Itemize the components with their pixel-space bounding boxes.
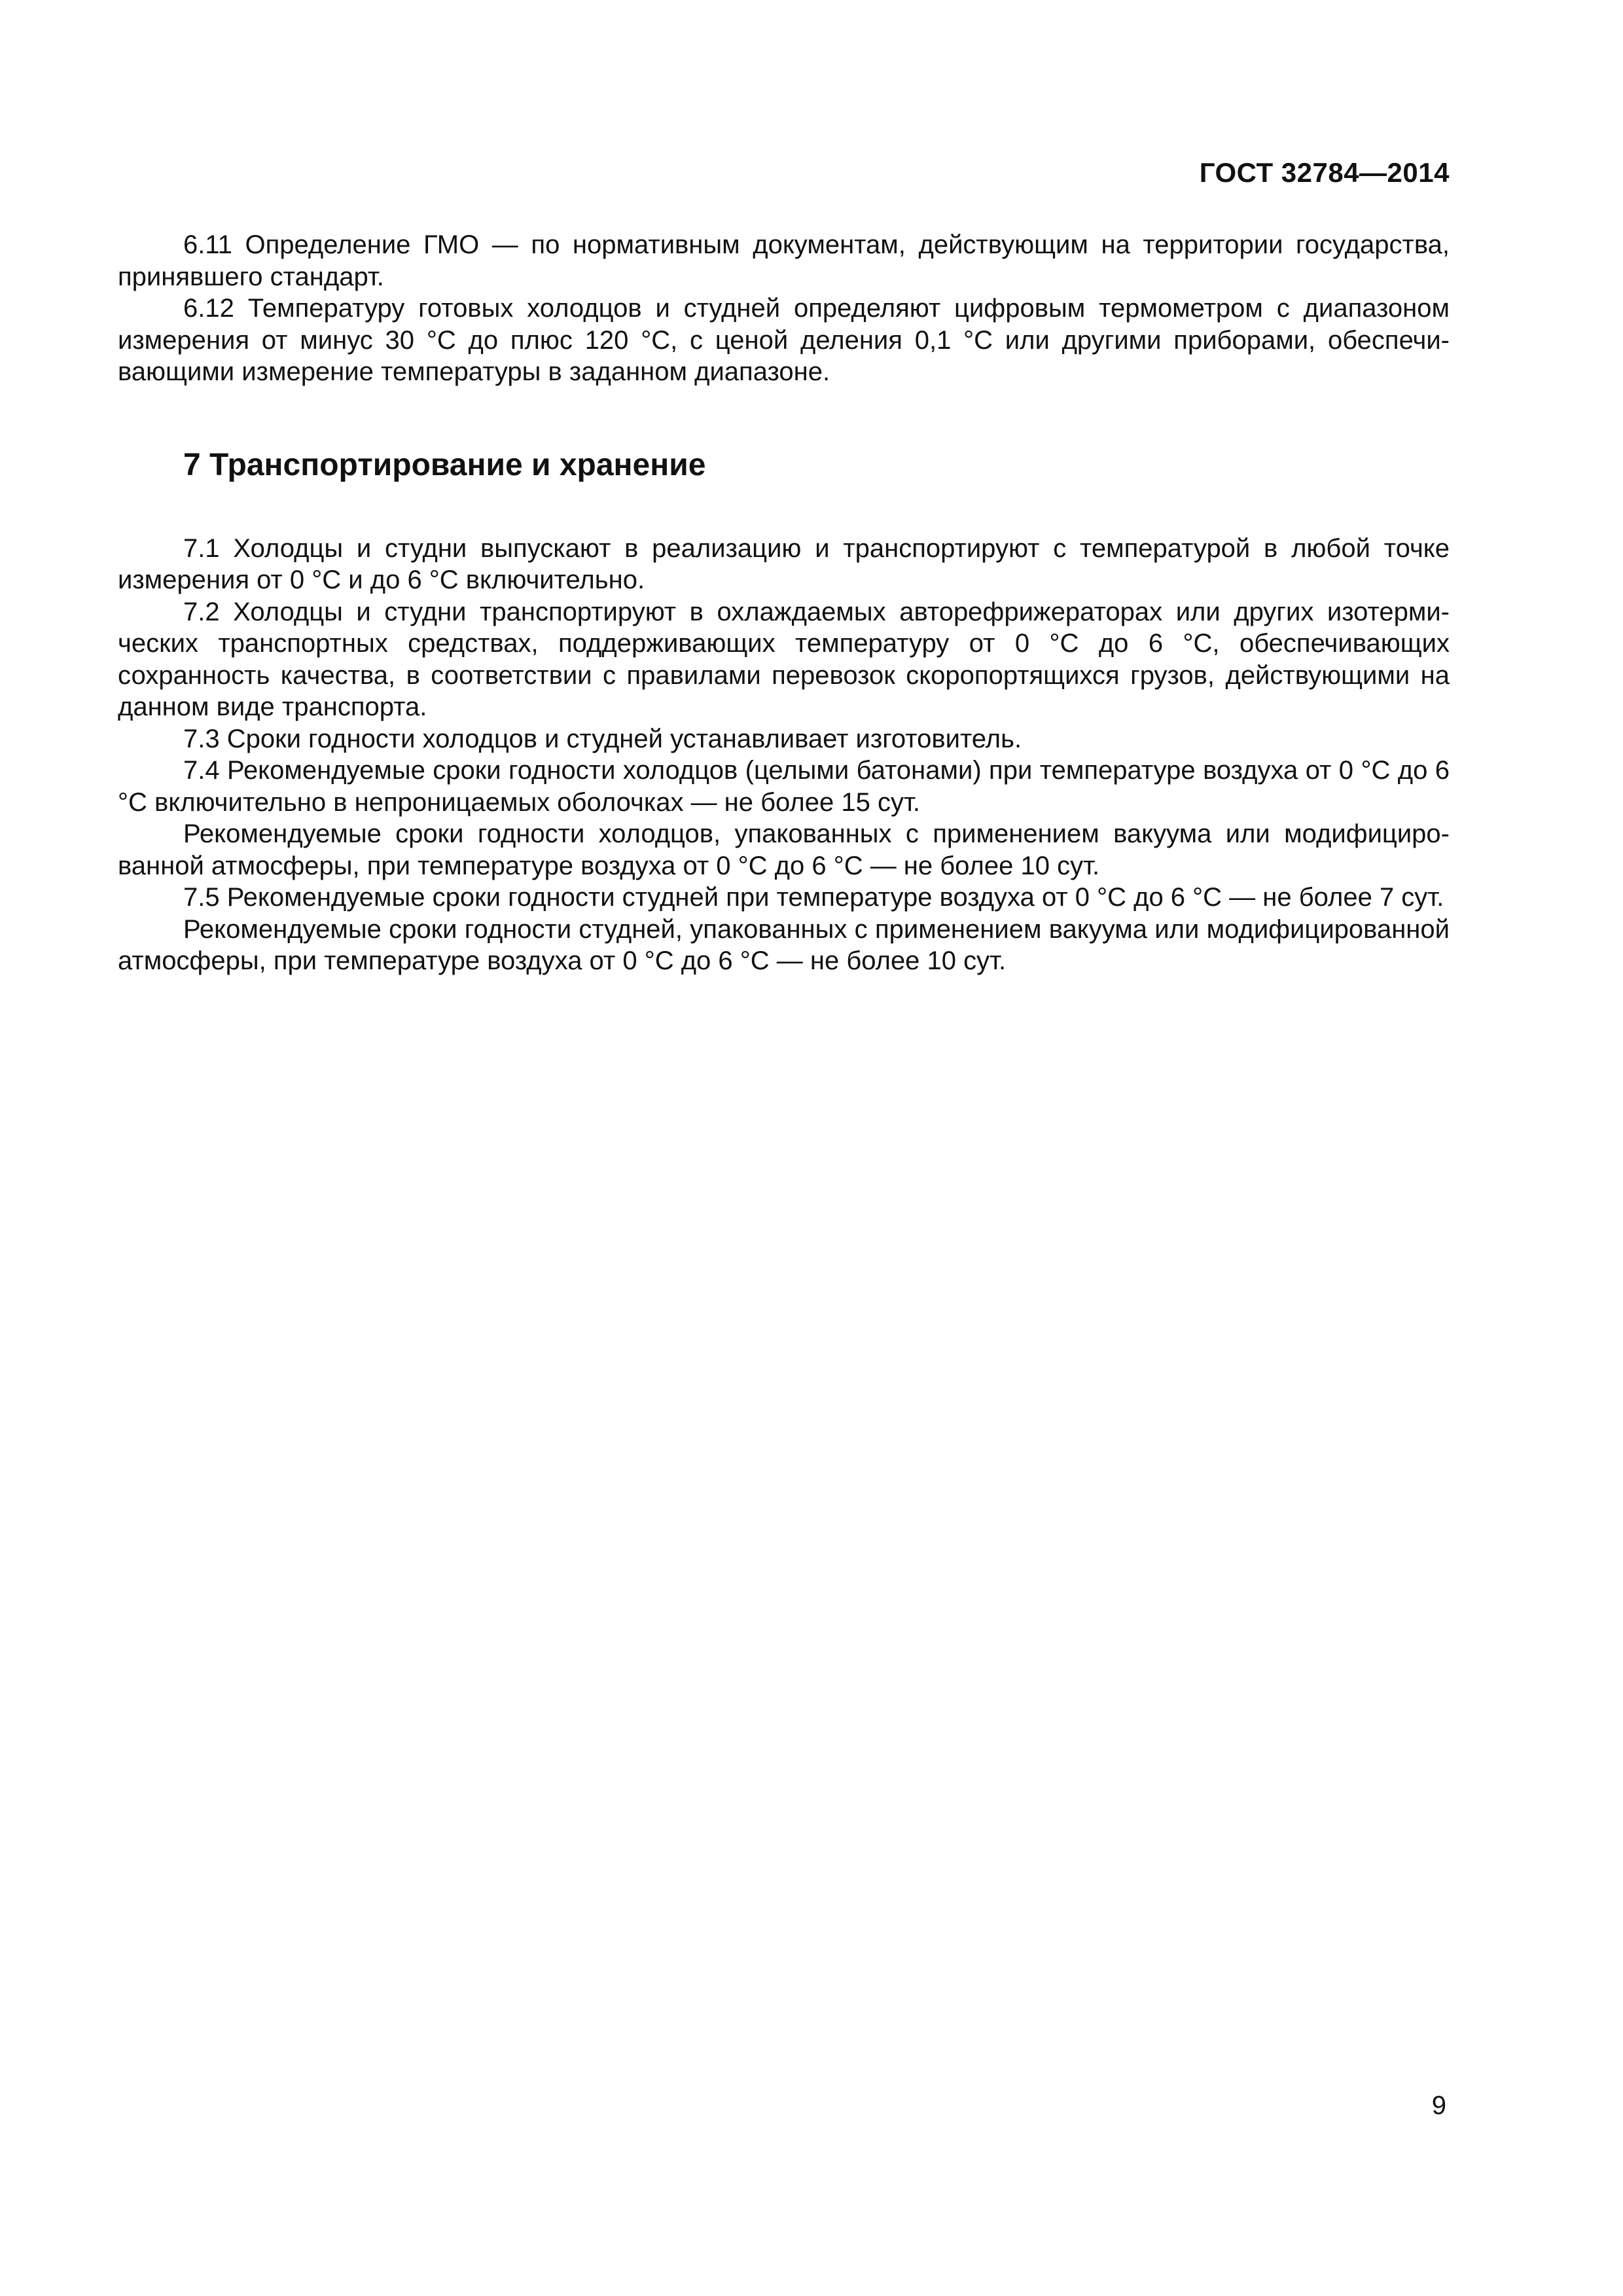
paragraph-7-3: 7.3 Сроки годности холодцов и студней устанавливает изготовитель. — [183, 724, 1022, 753]
document-body — [118, 229, 1450, 977]
paragraph-7-5-vacuum: Рекомендуемые сроки годности студней, упакованных с применением вакуума или модифицированной атмосферы, при температуре воздуха от 0 °С до 6 °С — не более 10 сут. — [118, 914, 1450, 975]
paragraph-7-2: 7.2 Холодцы и студни транспортируют в охлаждаемых авторефрижераторах или других изотермических транспортных средствах, поддерживающих температуру от 0 °С до 6 °С, обеспечивающих сохранность качества, в соответствии с правилами перевозок скоропортящихся грузов, действующими на данном виде транспорта. — [118, 597, 1450, 721]
paragraph-7-4-vacuum: Рекомендуемые сроки годности холодцов, упакованных с применением вакуума или модифицированной атмосферы, при температуре воздуха от 0 °С до 6 °С — не более 10 сут. — [118, 819, 1450, 880]
paragraph-7-4: 7.4 Рекомендуемые сроки годности холодцов (целыми батонами) при температуре воздуха от 0 °С до 6 °С включительно в непроницаемых оболочках — не более 15 сут. — [118, 756, 1450, 817]
paragraph-7-1: 7.1 Холодцы и студни выпускают в реализацию и транспортируют с температурой в любой точке измерения от 0 °С и до 6 °С включительно. — [118, 533, 1450, 594]
standard-code-header: ГОСТ 32784—2014 — [1199, 157, 1450, 188]
section-title: 7 Транспортирование и хранение — [183, 447, 706, 482]
paragraph-6-11: 6.11 Определение ГМО — по нормативным документам, действующим на территории государства, принявшего стандарт. — [118, 230, 1450, 291]
paragraph-7-5: 7.5 Рекомендуемые сроки годности студней при температуре воздуха от 0 °С до 6 °С — не более 7 сут. — [183, 883, 1444, 912]
paragraph-6-12: 6.12 Температуру готовых холодцов и студней определяют цифровым термометром с диапазоном измерения от минус 30 °С до плюс 120 °С, с ценой деления 0,1 °С или другими приборами, обеспечивающими измерение температуры в заданном диапазоне. — [118, 294, 1450, 386]
page-number: 9 — [1431, 2091, 1446, 2120]
